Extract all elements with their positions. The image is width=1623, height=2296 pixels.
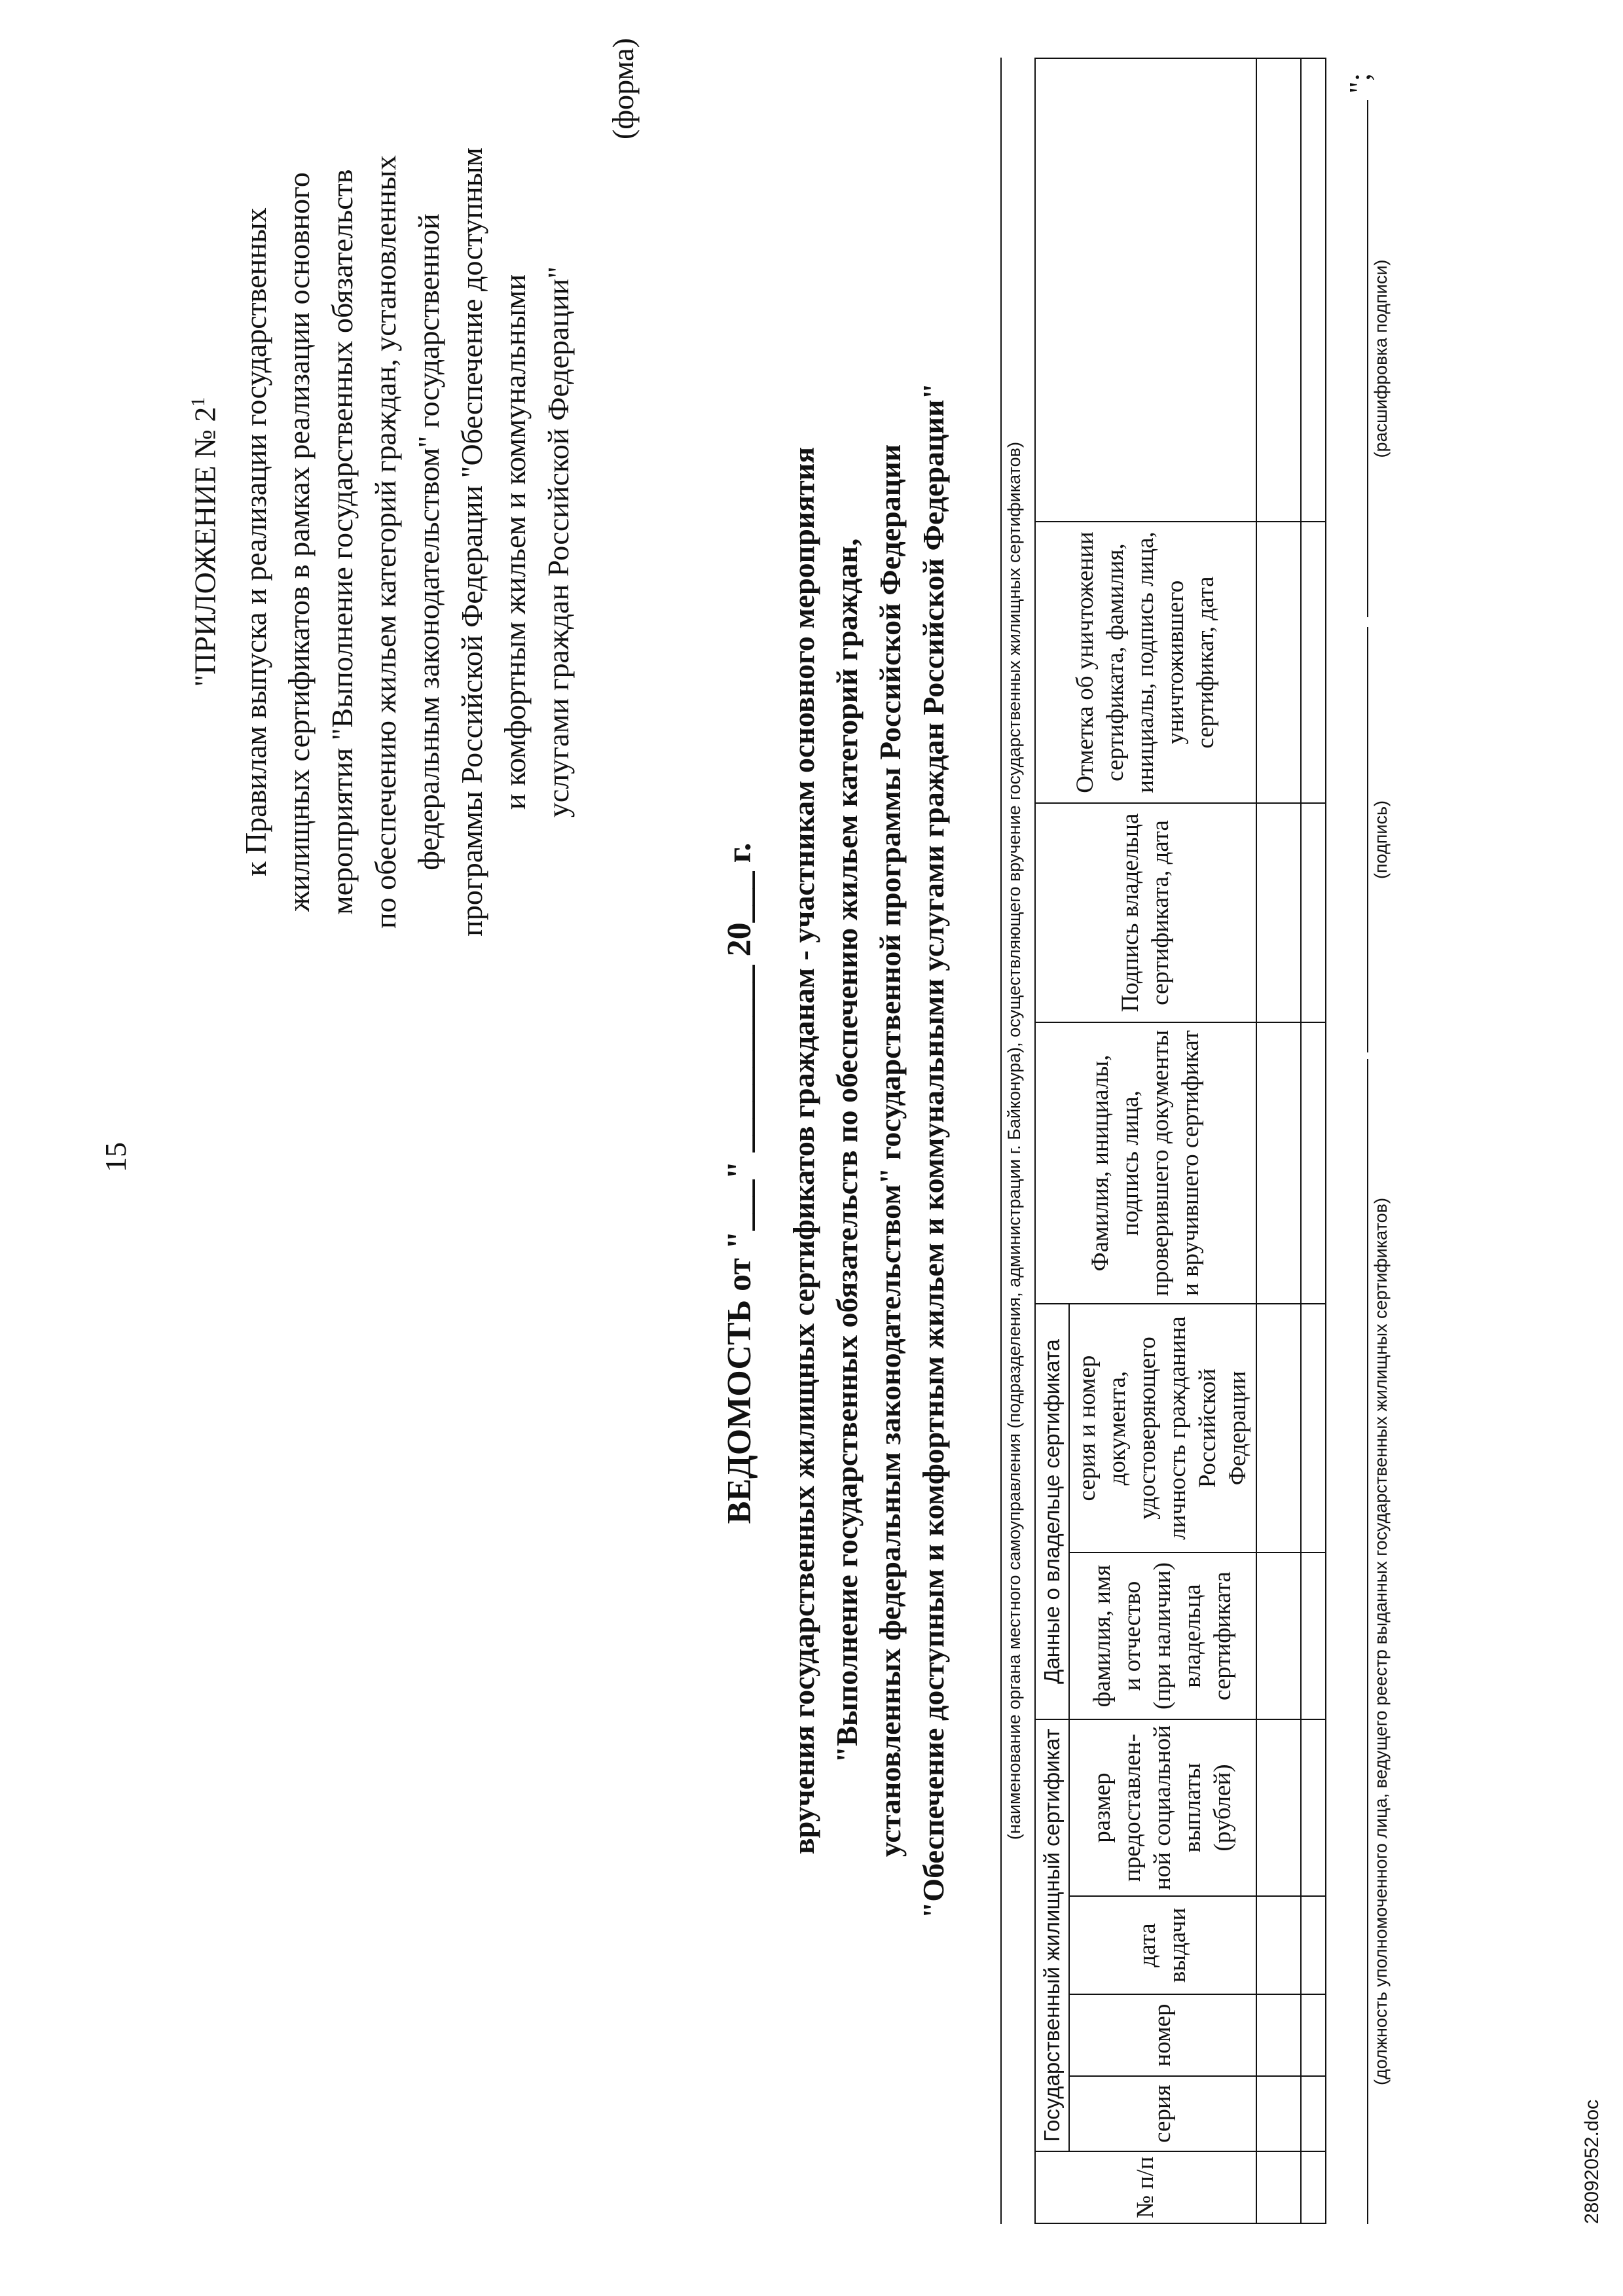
- closing-quote: ";: [1343, 73, 1376, 94]
- table-cell: [1256, 1719, 1301, 1896]
- table-cell: [1256, 2076, 1301, 2151]
- table-cell: [1301, 1719, 1326, 1896]
- header-issue-date: дата выдачи: [1069, 1896, 1256, 1994]
- certificates-table: [1034, 58, 1326, 2224]
- table-cell: [1256, 1304, 1301, 1552]
- statement-subtitle: [782, 136, 955, 2165]
- table-cell: [1256, 1896, 1301, 1994]
- header-destruction: Отметка об уничтожении сертификата, фамилия, инициалы, подпись лица, уничтожившего сертификат, дата: [1035, 522, 1256, 803]
- table-cell: [1256, 58, 1301, 522]
- table-cell: [1301, 2076, 1326, 2151]
- appendix-line: жилищных сертификатов в рамках реализации основного: [282, 172, 316, 912]
- table-cell: [1256, 2151, 1301, 2223]
- signature-line: [1367, 627, 1368, 1052]
- table-cell: [1301, 1994, 1326, 2076]
- header-amount: размер предоставлен-ной социальной выплаты (рублей): [1069, 1719, 1256, 1896]
- subtitle-line: вручения государственных жилищных сертификатов гражданам - участникам основного мероприятия: [787, 446, 820, 1855]
- table-cell: [1256, 803, 1301, 1022]
- header-number: № п/п: [1035, 2151, 1256, 2223]
- header-owner-document: серия и номер документа, удостоверяющего личность гражданина Российской Федерации: [1069, 1304, 1256, 1552]
- table-cell: [1301, 1304, 1326, 1552]
- signature-caption: (подпись): [1371, 800, 1391, 880]
- header-extra: [1035, 58, 1256, 522]
- page-number: 15: [99, 1142, 132, 1172]
- table-cell: [1301, 1022, 1326, 1304]
- position-line: [1367, 1059, 1368, 2224]
- header-owner-name: фамилия, имя и отчество (при наличии) владельца сертификата: [1069, 1552, 1256, 1719]
- subtitle-line: "Выполнение государственных обязательств по обеспечению жильем категорий граждан,: [830, 538, 864, 1763]
- appendix-heading-text: "ПРИЛОЖЕНИЕ № 2: [188, 406, 222, 687]
- table-cell: [1301, 58, 1326, 522]
- header-owner-group: Данные о владельце сертификата: [1035, 1304, 1069, 1719]
- appendix-heading: [177, 18, 227, 1066]
- document-code: 28092052.doc: [1581, 2099, 1603, 2224]
- table-cell: [1301, 803, 1326, 1022]
- table-cell: [1256, 522, 1301, 803]
- org-name-caption: (наименование органа местного самоуправления (подразделения, администрации г. Байконура), осуществляющего вручение государственных жилищных сертификатов): [1004, 442, 1024, 1840]
- header-series: серия: [1069, 2076, 1256, 2151]
- appendix-line: программы Российской Федерации "Обеспечение доступным: [455, 147, 489, 937]
- subtitle-line: "Обеспечение доступным и комфортным жильем и коммунальными услугами граждан Российской Федерации": [917, 382, 950, 1919]
- appendix-block: [177, 18, 580, 1066]
- appendix-line: по обеспечению жильем категорий граждан, установленных: [369, 155, 403, 929]
- appendix-heading-sup: 1: [187, 397, 209, 407]
- org-name-line: [1000, 58, 1002, 2224]
- header-checker: Фамилия, инициалы, подпись лица, проверившего документы и вручившего сертификат: [1035, 1022, 1256, 1304]
- decoding-caption: (расшифровка подписи): [1371, 259, 1391, 458]
- form-label: (форма): [606, 38, 640, 139]
- position-caption: (должность уполномоченного лица, ведущего реестр выданных государственных жилищных сертификатов): [1371, 1198, 1391, 2085]
- appendix-line: и комфортным жильем и коммунальными: [498, 274, 532, 810]
- appendix-line: федеральным законодательством" государственной: [412, 213, 446, 870]
- appendix-line: к Правилам выпуска и реализации государственных: [239, 207, 273, 876]
- header-cert-number: номер: [1069, 1994, 1256, 2076]
- table-cell: [1301, 522, 1326, 803]
- header-certificate-group: Государственный жилищный сертификат: [1035, 1719, 1069, 2151]
- table-cell: [1256, 1994, 1301, 2076]
- table-cell: [1301, 2151, 1326, 2223]
- decoding-line: [1367, 100, 1368, 617]
- statement-title: ВЕДОМОСТЬ от "___" ___________ 20___ г.: [721, 842, 758, 1524]
- appendix-line: мероприятия "Выполнение государственных обязательств: [325, 169, 359, 915]
- subtitle-line: установленных федеральным законодательством" государственной программы Российской Федерации: [873, 444, 907, 1857]
- table-row: [1256, 58, 1301, 2223]
- table-cell: [1301, 1896, 1326, 1994]
- table-cell: [1256, 1022, 1301, 1304]
- table-cell: [1256, 1552, 1301, 1719]
- header-owner-signature: Подпись владельца сертификата, дата: [1035, 803, 1256, 1022]
- appendix-line: услугами граждан Российской Федерации": [541, 266, 575, 818]
- table-cell: [1301, 1552, 1326, 1719]
- table-row: [1301, 58, 1326, 2223]
